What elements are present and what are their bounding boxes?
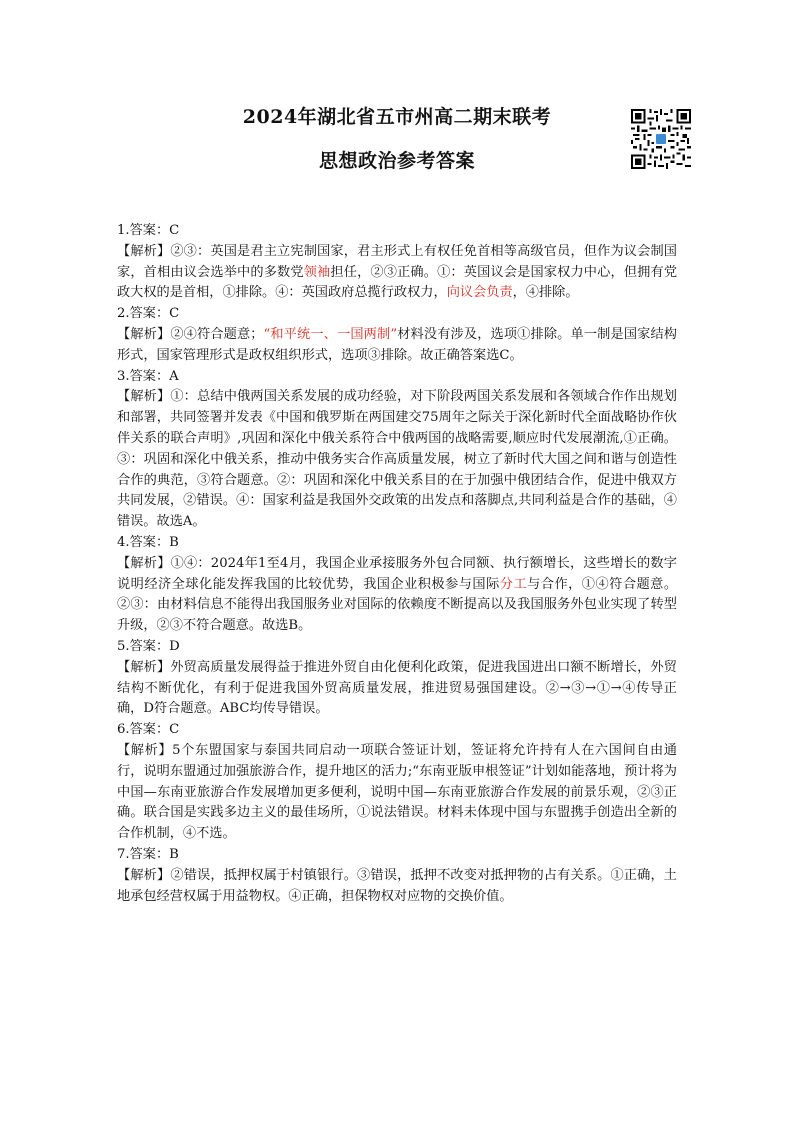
analysis-text: 【解析】①：总结中俄两国关系发展的成功经验，对下阶段两国关系发展和各领域合作作出规划和部署，共同签署并发表《中国和俄罗斯在两国建交75周年之际关于深化新时代全面战略协作伙伴关系的联合声明》,巩固和深化中俄关系符合中俄两国的战略需要,顺应时代发展潮流,①正确。③：巩固和深化中俄关系，推动中俄务实合作高质量发展，树立了新时代大国之间和谐与创造性合作的典范，③符合题意。②：巩固和深化中俄关系目的在于加强中俄团结合作，促进中俄双方共同发展，②错误。④：国家利益是我国外交政策的出发点和落脚点,共同利益是合作的基础，④错误。故选A。 [117, 389, 677, 530]
qr-code-icon [631, 109, 691, 169]
answer-line: 7.答案：B [117, 846, 179, 862]
analysis-text: 【解析】5个东盟国家与泰国共同启动一项联合签证计划，签证将允许持有人在六国间自由通行，说明东盟通过加强旅游合作，提升地区的活力;“东南亚版申根签证”计划如能落地，预计将为中国—东南亚旅游合作发展增加更多便利，说明中国—东南亚旅游合作发展的前景乐观，②③正确。联合国是实践多边主义的最佳场所，①说法错误。材料未体现中国与东盟携手创造出全新的合作机制，④不选。 [117, 742, 677, 842]
analysis-text: 【解析】②④符合题意；“和平统一、一国两制”材料没有涉及，选项①排除。单一制是国家结构形式，国家管理形式是政权组织形式，选项③排除。故正确答案选C。 [117, 326, 677, 363]
analysis-text: 【解析】①④：2024年1至4月，我国企业承接服务外包合同额、执行额增长，这些增长的数字说明经济全球化能发挥我国的比较优势，我国企业积极参与国际分工与合作，①④符合题意。②③：由材料信息不能得出我国服务业对国际的依赖度不断提高以及我国服务外包业实现了转型升级，②③不符合题意。故选B。 [117, 555, 678, 634]
answer-line: 6.答案：C [117, 722, 180, 738]
analysis-text: 【解析】②错误，抵押权属于村镇银行。③错误，抵押不改变对抵押物的占有关系。①正确，土地承包经营权属于用益物权。④正确，担保物权对应物的交换价值。 [117, 867, 677, 904]
answer-line: 1.答案：C [117, 223, 180, 238]
answer-line: 4.答案：B [117, 534, 179, 550]
answer-line: 3.答案：A [117, 368, 179, 384]
analysis-text: 【解析】②③：英国是君主立宪制国家，君主形式上有权任免首相等高级官员，但作为议会制国家，首相由议会选举中的多数党领袖担任，②③正确。①：英国议会是国家权力中心，但拥有党政大权的是首相，①排除。④：英国政府总揽行政权力，向议会负责，④排除。 [117, 243, 678, 301]
analysis-text: 【解析】外贸高质量发展得益于推进外贸自由化便利化政策，促进我国进出口额不断增长，外贸结构不断优化，有利于促进我国外贸高质量发展，推进贸易强国建设。②→③→①→④传导正确，D符合题意。ABC均传导错误。 [117, 659, 677, 717]
page-title: 2024年湖北省五市州高二期末联考 [242, 106, 552, 128]
answer-list [117, 221, 677, 907]
page-subtitle: 思想政治参考答案 [318, 150, 475, 172]
answer-line: 2.答案：C [117, 306, 180, 322]
answer-line: 5.答案：D [117, 638, 180, 654]
